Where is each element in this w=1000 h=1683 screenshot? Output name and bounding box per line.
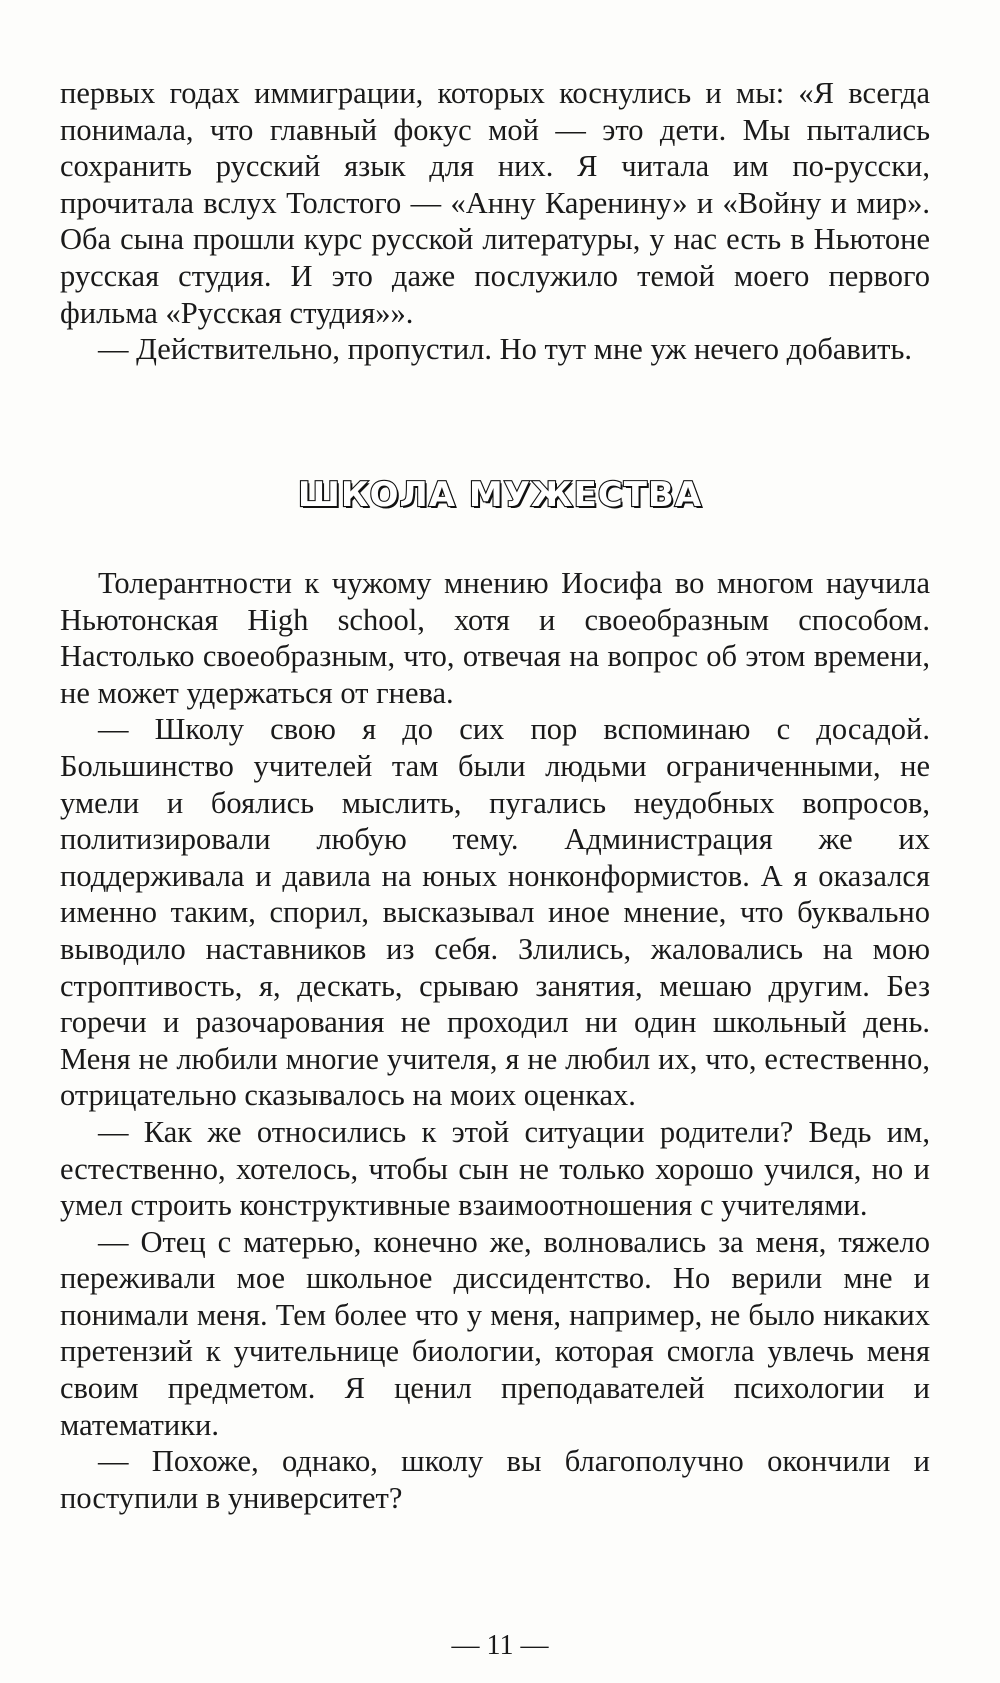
paragraph: — Школу свою я до сих пор вспоминаю с досадой. Большинство учителей там были людьми ограниченными, не умели и боялись мыслить, пугались неудобных вопросов, политизировали любую тему. Администрация же их поддерживала и давила на юных нонконформистов. А я оказался именно таким, спорил, высказывал иное мнение, что буквально выводило наставников из себя. Злились, жаловались на мою строптивость, я, дескать, срываю занятия, мешаю другим. Без горечи и разочарования не проходил ни один школьный день. Меня не любили многие учителя, я не любил их, что, естественно, отрицательно сказывалось на моих оценках.: [60, 712, 930, 1113]
paragraph: Толерантности к чужому мнению Иосифа во многом научила Ньютонская High school, хотя и своеобразным способом. Настолько своеобразным, что, отвечая на вопрос об этом времени, не может удержаться от гнева.: [60, 566, 930, 710]
paragraph: — Отец с матерью, конечно же, волновались за меня, тяжело переживали мое школьное диссидентство. Но верили мне и понимали меня. Тем более что у меня, например, не было никаких претензий к учительнице биологии, которая смогла увлечь меня своим предметом. Я ценил преподавателей психологии и математики.: [60, 1224, 930, 1442]
page-number: — 11 —: [451, 1630, 549, 1661]
paragraph: — Как же относились к этой ситуации родители? Ведь им, естественно, хотелось, чтобы сын не только хорошо учился, но и умел строить конструктивные взаимоотношения с учителями.: [60, 1114, 930, 1223]
main-text-block: [60, 565, 930, 1516]
section-heading: [0, 475, 1000, 515]
section-heading-text: ШКОЛА МУЖЕСТВА: [297, 475, 703, 515]
paragraph: — Похоже, однако, школу вы благополучно окончили и поступили в университет?: [60, 1444, 930, 1515]
paragraph: первых годах иммиграции, которых коснулись и мы: «Я всегда понимала, что главный фокус мой — это дети. Мы пытались сохранить русский язык для них. Я читала им по-русски, прочитала вслух Толстого — «Анну Каренину» и «Войну и мир». Оба сына прошли курс русской литературы, у нас есть в Ньютоне русская студия. И это даже послужило темой моего первого фильма «Русская студия»».: [60, 76, 930, 330]
top-text-block: [60, 75, 930, 368]
paragraph: — Действительно, пропустил. Но тут мне уж нечего добавить.: [98, 332, 912, 367]
